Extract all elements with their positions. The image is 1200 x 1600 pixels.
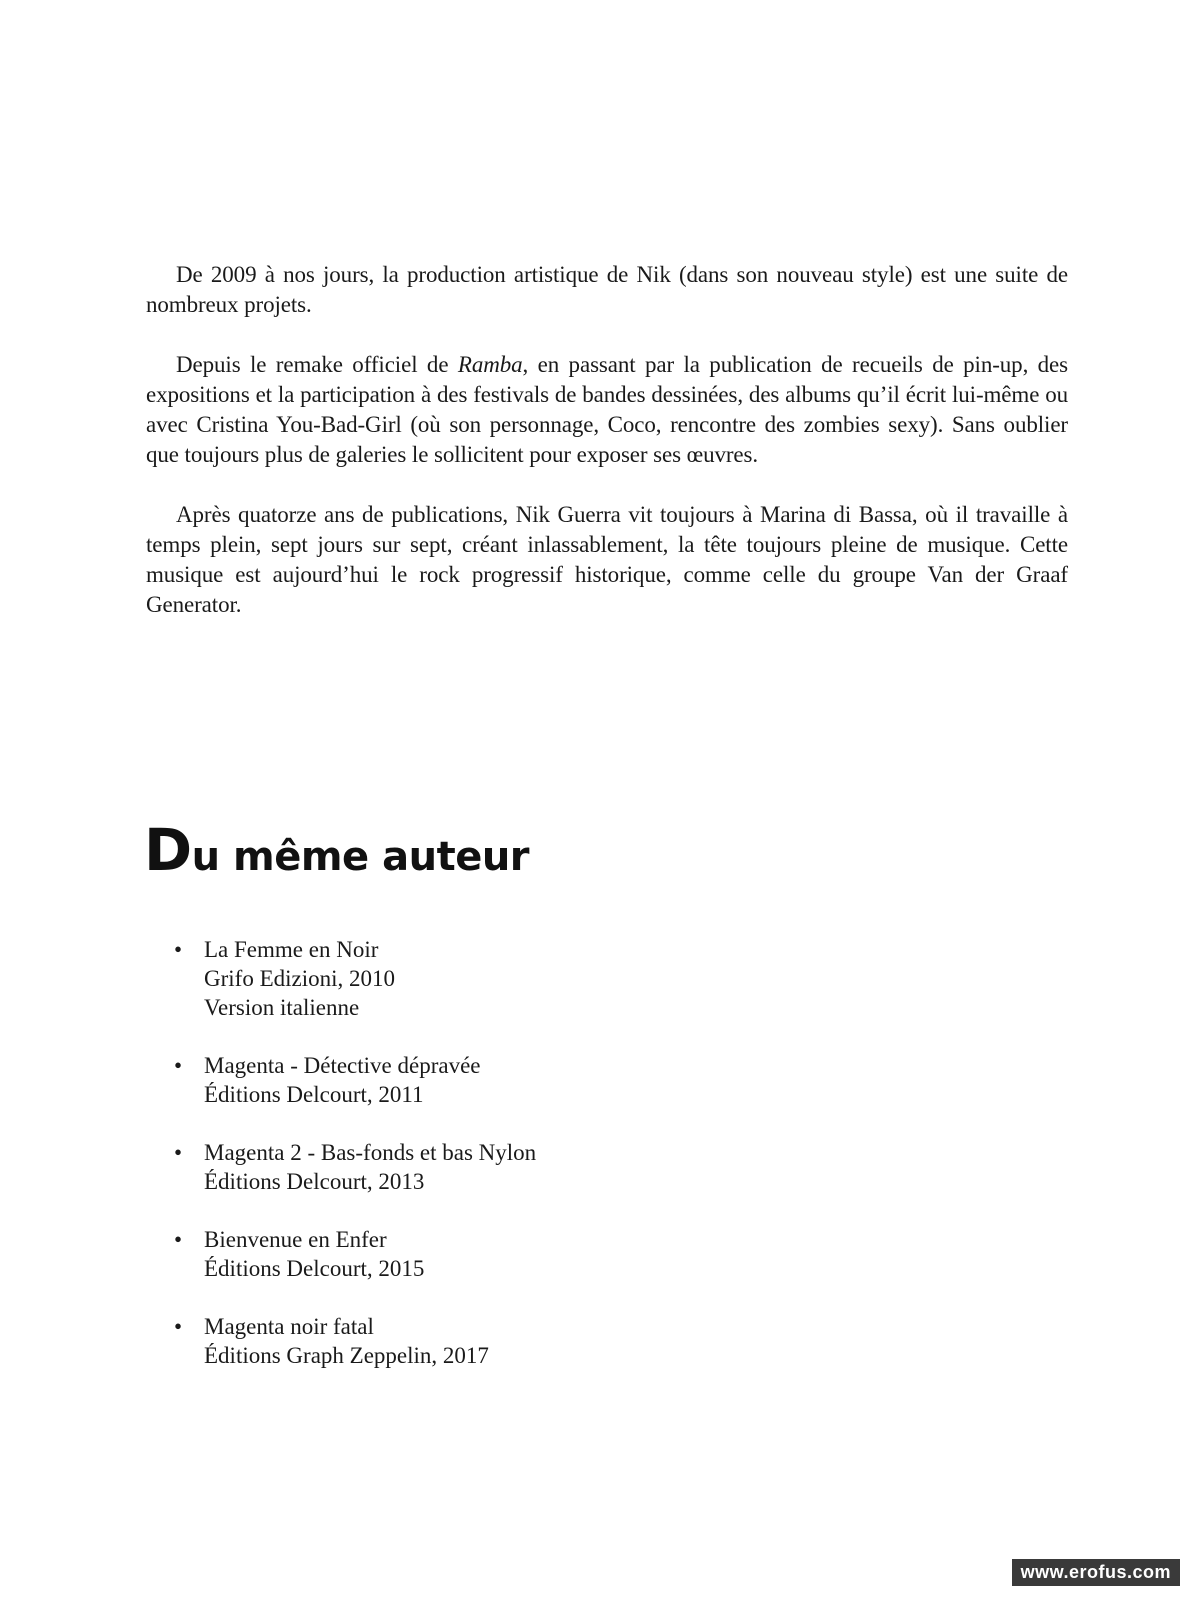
bio-paragraph-2-end: , en passant par la publication de recueils de pin-up, des expositions et la participation à des festivals de bandes dessinées, des albums qu’il écrit lui-même ou avec Cristina You-Bad-Girl (où son personnage, Coco, rencontre des zombies sexy). Sans oublier que toujours plus de galeries le sollicitent pour exposer ses œuvres. (146, 352, 1069, 467)
book-title: Magenta - Détective dépravée (204, 1053, 481, 1078)
biography-text (146, 260, 1068, 650)
bio-paragraph-3: Après quatorze ans de publications, Nik Guerra vit toujours à Marina di Bassa, où il travaille à temps plein, sept jours sur sept, créant inlassablement, la tête toujours pleine de musique. Cette musique est aujourd’hui le rock progressif historique, comme celle du groupe Van der Graaf Generator. (146, 502, 1068, 617)
book-publisher: Éditions Graph Zeppelin, 2017 (204, 1343, 489, 1368)
book-publisher: Grifo Edizioni, 2010 (204, 966, 395, 991)
book-title: La Femme en Noir (204, 937, 379, 962)
bullet: • (174, 937, 183, 962)
watermark: www.erofus.com (1012, 1559, 1180, 1586)
bio-paragraph-2 (146, 350, 1068, 470)
bio-paragraph-2-start: Depuis le remake officiel de (176, 352, 458, 377)
book-title-ramba: Ramba (457, 352, 523, 377)
book-title: Magenta 2 - Bas-fonds et bas Nylon (204, 1140, 537, 1165)
section-title-du-meme-auteur (144, 816, 530, 885)
list-item (174, 1312, 536, 1370)
bullet: • (174, 1140, 183, 1165)
book-title: Bienvenue en Enfer (204, 1227, 387, 1252)
list-item (174, 1051, 536, 1109)
list-item (174, 935, 536, 1022)
bullet: • (174, 1053, 183, 1078)
book-publisher: Éditions Delcourt, 2011 (204, 1082, 424, 1107)
book-title: Magenta noir fatal (204, 1314, 374, 1339)
bullet: • (174, 1227, 183, 1252)
bio-paragraph-1: De 2009 à nos jours, la production artistique de Nik (dans son nouveau style) est une suite de nombreux projets. (146, 262, 1068, 317)
book-publisher: Éditions Delcourt, 2015 (204, 1256, 425, 1281)
bullet: • (174, 1314, 183, 1339)
list-item (174, 1138, 536, 1196)
section-title-rest: u même auteur (191, 834, 530, 880)
book-publisher: Éditions Delcourt, 2013 (204, 1169, 425, 1194)
book-note: Version italienne (204, 995, 360, 1020)
section-title-initial: D (144, 816, 192, 884)
bibliography-list (174, 935, 536, 1399)
list-item (174, 1225, 536, 1283)
